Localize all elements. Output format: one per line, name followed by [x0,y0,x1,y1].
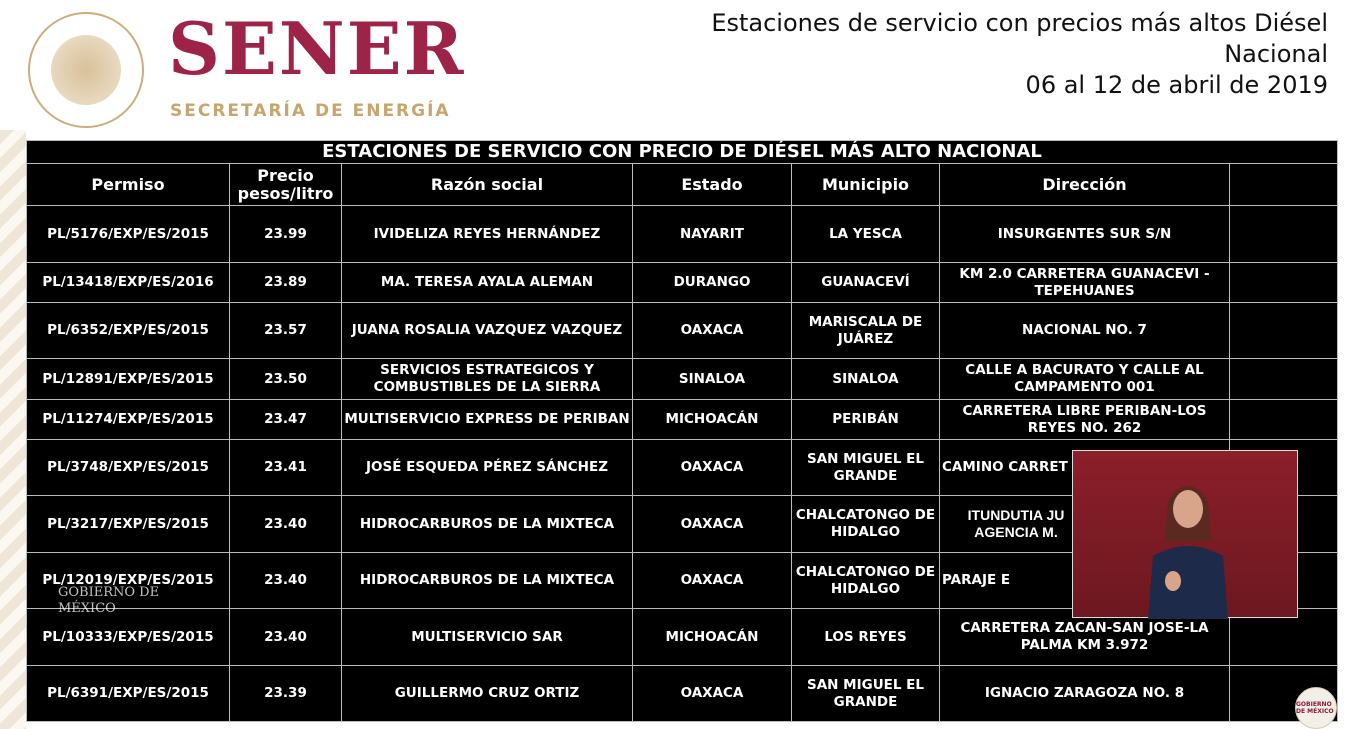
cell-razon-social: IVIDELIZA REYES HERNÁNDEZ [342,206,633,263]
cell-permiso: PL/12019/EXP/ES/2015 [27,553,230,609]
title-line: Nacional [1224,40,1328,68]
page-title [711,8,1328,101]
col-razon-social: Razón social [342,164,633,206]
cell-permiso: PL/12891/EXP/ES/2015 [27,359,230,400]
background-pattern [0,130,26,729]
cell-municipio: SINALOA [792,359,940,400]
cell-empty [1230,206,1338,263]
table-row [27,206,1338,263]
sener-logo: SENER [168,6,466,91]
cell-estado: OAXACA [633,666,792,722]
cell-permiso: PL/3217/EXP/ES/2015 [27,496,230,553]
col-permiso: Permiso [27,164,230,206]
cell-direccion: CALLE A BACURATO Y CALLE AL CAMPAMENTO 001 [940,359,1230,400]
cell-precio: 23.99 [230,206,342,263]
cell-permiso: PL/6391/EXP/ES/2015 [27,666,230,722]
cell-permiso: PL/13418/EXP/ES/2016 [27,263,230,303]
cell-precio: 23.40 [230,609,342,666]
col-estado: Estado [633,164,792,206]
cell-estado: OAXACA [633,303,792,359]
cell-precio: 23.89 [230,263,342,303]
cell-razon-social: SERVICIOS ESTRATEGICOS Y COMBUSTIBLES DE LA SIERRA [342,359,633,400]
cell-municipio: SAN MIGUEL EL GRANDE [792,440,940,496]
gobierno-mexico-watermark [58,585,159,617]
cell-precio: 23.39 [230,666,342,722]
table-row [27,263,1338,303]
cell-precio: 23.40 [230,553,342,609]
agency-subtitle: SECRETARÍA DE ENERGÍA [170,101,451,121]
cell-precio: 23.57 [230,303,342,359]
stations-table [26,140,1338,722]
cell-municipio: CHALCATONGO DE HIDALGO [792,496,940,553]
cell-municipio: MARISCALA DE JUÁREZ [792,303,940,359]
cell-estado: OAXACA [633,440,792,496]
cell-estado: OAXACA [633,496,792,553]
cell-direccion: ITUNDUTIA JU AGENCIA M. [967,506,1065,540]
cell-estado: MICHOACÁN [633,400,792,440]
table-title: ESTACIONES DE SERVICIO CON PRECIO DE DIÉSEL MÁS ALTO NACIONAL [27,141,1338,164]
col-municipio: Municipio [792,164,940,206]
cell-razon-social: MULTISERVICIO SAR [342,609,633,666]
cell-direccion: KM 2.0 CARRETERA GUANACEVI - TEPEHUANES [940,263,1230,303]
watermark-line: MÉXICO [58,601,116,616]
cell-empty [1230,400,1338,440]
interpreter-figure [1133,471,1243,619]
cell-precio: 23.47 [230,400,342,440]
cell-direccion: INSURGENTES SUR S/N [940,206,1230,263]
cell-direccion: CARRETERA ZACAN-SAN JOSE-LA PALMA KM 3.972 [940,609,1230,666]
cell-empty [1230,263,1338,303]
cell-estado: MICHOACÁN [633,609,792,666]
watermark-line: GOBIERNO DE [58,585,160,600]
cell-empty [1230,359,1338,400]
cell-precio: 23.50 [230,359,342,400]
sign-language-interpreter-video [1072,450,1298,618]
cell-municipio: LA YESCA [792,206,940,263]
cell-estado: OAXACA [633,553,792,609]
title-line: Estaciones de servicio con precios más altos Diésel [711,9,1328,37]
cell-direccion: PARAJE E [940,553,1230,609]
cell-precio: 23.40 [230,496,342,553]
cell-municipio: GUANACEVÍ [792,263,940,303]
coat-of-arms-emblem [28,12,144,128]
cell-estado: NAYARIT [633,206,792,263]
cell-razon-social: GUILLERMO CRUZ ORTIZ [342,666,633,722]
cell-direccion: CAMINO CARRET [940,440,1230,496]
table-row [27,303,1338,359]
col-precio: Precio pesos/litro [230,164,342,206]
cell-razon-social: JUANA ROSALIA VAZQUEZ VAZQUEZ [342,303,633,359]
table-row [27,359,1338,400]
cell-empty [1230,303,1338,359]
cell-precio: 23.41 [230,440,342,496]
col-empty [1230,164,1338,206]
table-row [27,400,1338,440]
title-date: 06 al 12 de abril de 2019 [1025,71,1328,99]
cell-razon-social: HIDROCARBUROS DE LA MIXTECA [342,553,633,609]
cell-estado: DURANGO [633,263,792,303]
cell-permiso: PL/10333/EXP/ES/2015 [27,609,230,666]
gobierno-mexico-logo-icon: GOBIERNO DE MÉXICO [1295,687,1337,729]
cell-permiso: PL/11274/EXP/ES/2015 [27,400,230,440]
col-direccion: Dirección [940,164,1230,206]
cell-direccion: IGNACIO ZARAGOZA NO. 8 [940,666,1230,722]
table-row [27,666,1338,722]
cell-municipio: PERIBÁN [792,400,940,440]
cell-permiso: PL/6352/EXP/ES/2015 [27,303,230,359]
cell-municipio: SAN MIGUEL EL GRANDE [792,666,940,722]
cell-permiso: PL/5176/EXP/ES/2015 [27,206,230,263]
cell-razon-social: HIDROCARBUROS DE LA MIXTECA [342,496,633,553]
cell-direccion: CARRETERA LIBRE PERIBAN-LOS REYES NO. 262 [940,400,1230,440]
cell-permiso: PL/3748/EXP/ES/2015 [27,440,230,496]
cell-municipio: CHALCATONGO DE HIDALGO [792,553,940,609]
cell-razon-social: MULTISERVICIO EXPRESS DE PERIBAN [342,400,633,440]
cell-estado: SINALOA [633,359,792,400]
cell-direccion: NACIONAL NO. 7 [940,303,1230,359]
cell-razon-social: JOSÉ ESQUEDA PÉREZ SÁNCHEZ [342,440,633,496]
cell-municipio: LOS REYES [792,609,940,666]
cell-razon-social: MA. TERESA AYALA ALEMAN [342,263,633,303]
